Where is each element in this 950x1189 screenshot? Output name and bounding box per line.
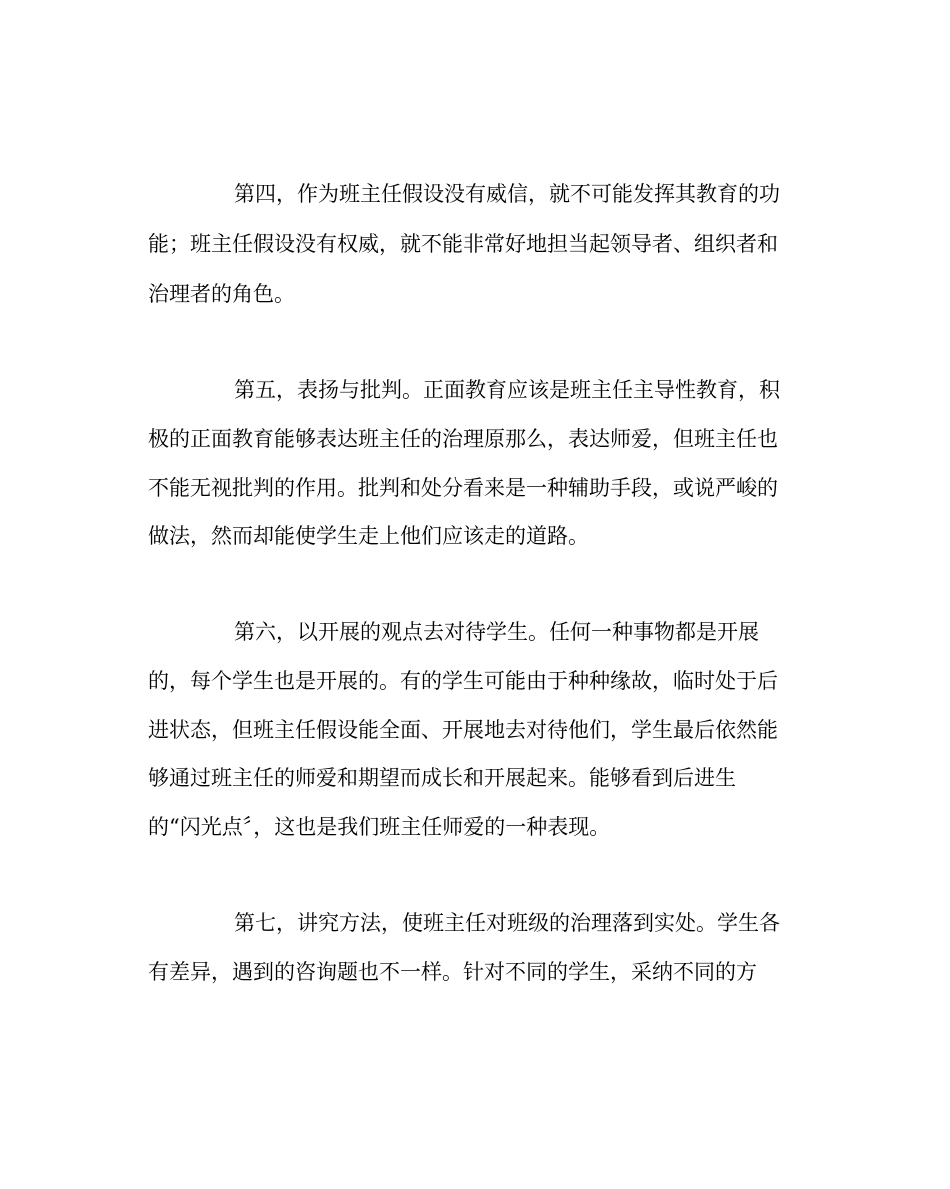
paragraph-7-line-1: 第七，讲究方法，使班主任对班级的治理落到实处。学生各 xyxy=(234,911,780,935)
paragraph-6-line-3: 进状态，但班主任假设能全面、开展地去对待他们，学生最后依然能 xyxy=(148,718,778,742)
paragraph-6-line-4: 够通过班主任的师爱和期望而成长和开展起来。能够看到后进生 xyxy=(148,766,736,790)
paragraph-4-line-1: 第四，作为班主任假设没有威信，就不可能发挥其教育的功 xyxy=(234,182,780,206)
paragraph-5-line-1: 第五，表扬与批判。正面教育应该是班主任主导性教育，积 xyxy=(234,378,780,402)
paragraph-5-line-2: 极的正面教育能够表达班主任的治理原那么，表达师爱，但班主任也 xyxy=(148,427,778,451)
paragraph-5-line-3: 不能无视批判的作用。批判和处分看来是一种辅助手段，或说严峻的 xyxy=(148,476,778,500)
paragraph-5-line-4: 做法，然而却能使学生走上他们应该走的道路。 xyxy=(148,524,589,548)
paragraph-4-line-3: 治理者的角色。 xyxy=(148,282,295,306)
paragraph-6-line-1: 第六，以开展的观点去对待学生。任何一种事物都是开展 xyxy=(234,620,759,644)
paragraph-7-line-2: 有差异，遇到的咨询题也不一样。针对不同的学生，采纳不同的方 xyxy=(148,960,757,984)
paragraph-6-line-2: 的，每个学生也是开展的。有的学生可能由于种种缘故，临时处于后 xyxy=(148,669,778,693)
paragraph-4-line-2: 能；班主任假设没有权威，就不能非常好地担当起领导者、组织者和 xyxy=(148,232,778,256)
paragraph-6-line-5: 的“闪光点〞，这也是我们班主任师爱的一种表现。 xyxy=(148,815,611,839)
